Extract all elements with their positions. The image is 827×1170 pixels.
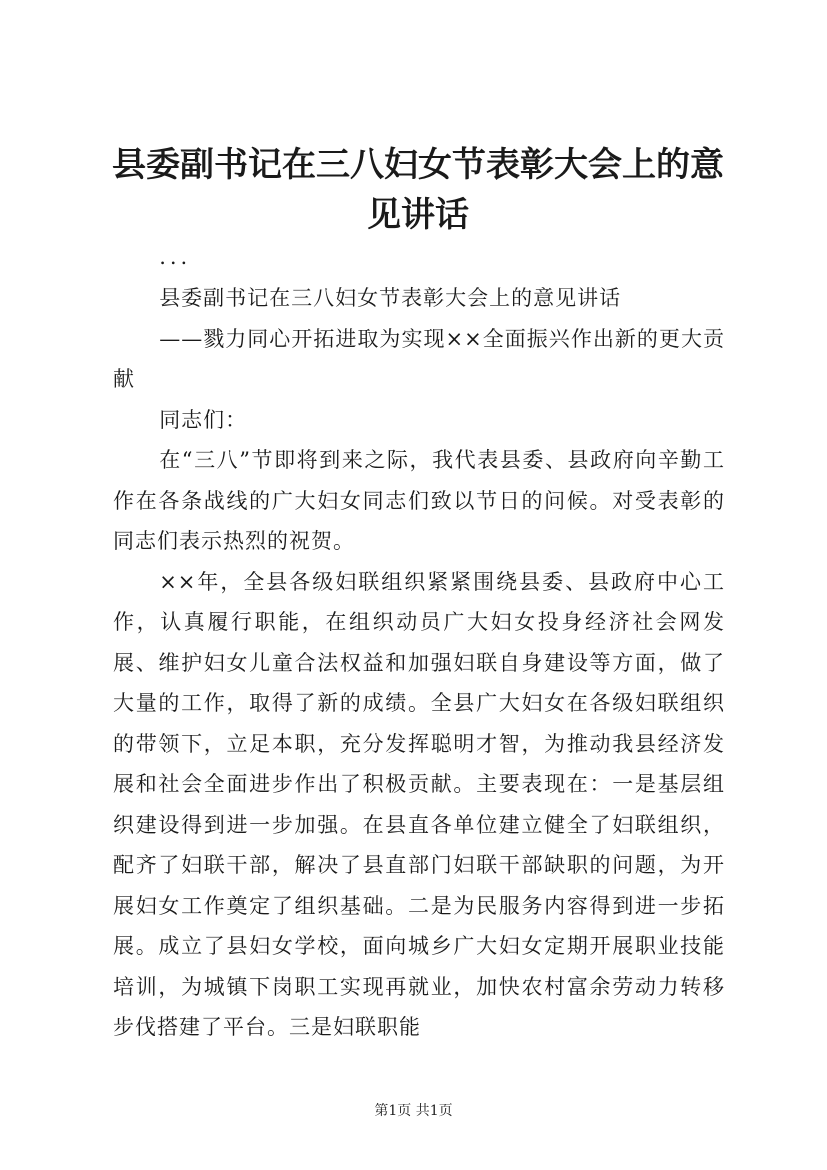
speech-heading: 县委副书记在三八妇女节表彰大会上的意见讲话 <box>159 286 622 310</box>
paragraph: 在“三八”节即将到来之际，我代表县委、县政府向辛勤工作在各条战线的广大妇女同志们致以节日的问候。对受表彰的同志们表示热烈的祝贺。 <box>113 448 725 553</box>
ellipsis-marker: ... <box>159 245 192 269</box>
paragraph: ××年，全县各级妇联组织紧紧围绕县委、县政府中心工作，认真履行职能，在组织动员广大妇女投身经济社会网发展、维护妇女儿童合法权益和加强妇联自身建设等方面，做了大量的工作，取得了新的成绩。全县广大妇女在各级妇联组织的带领下，立足本职，充分发挥聪明才智，为推动我县经济发展和社会全面进步作出了积极贡献。主要表现在：一是基层组织建设得到进一步加强。在县直各单位建立健全了妇联组织，配齐了妇联干部，解决了县直部门妇联干部缺职的问题，为开展妇女工作奠定了组织基础。二是为民服务内容得到进一步拓展。成立了县妇女学校，面向城乡广大妇女定期开展职业技能培训，为城镇下岗职工实现再就业，加快农村富余劳动力转移步伐搭建了平台。三是妇联职能 <box>113 569 725 1039</box>
speech-subtitle: ——戮力同心开拓进取为实现××全面振兴作出新的更大贡献 <box>113 326 725 391</box>
page-footer: 第1页 共1页 <box>374 1103 453 1119</box>
document-title: 县委副书记在三八妇女节表彰大会上的意见讲话 <box>112 145 724 235</box>
salutation: 同志们： <box>159 407 248 432</box>
document-body <box>113 244 725 1048</box>
